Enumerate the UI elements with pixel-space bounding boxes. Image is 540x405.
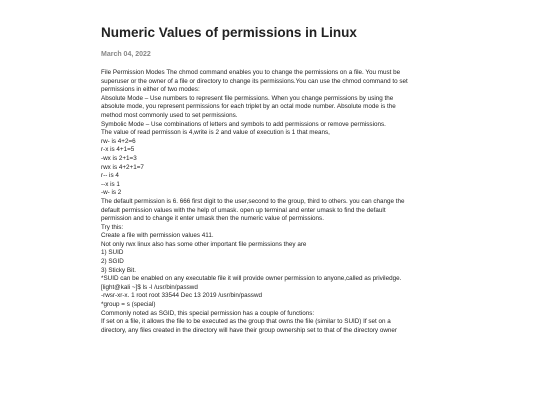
post-body-line: 2) SGID [101, 258, 124, 266]
post-body-line: 1) SUID [101, 249, 124, 257]
post-title: Numeric Values of permissions in Linux [101, 25, 357, 40]
post-body-line: permissions in either of two modes: [101, 86, 200, 94]
post-body-line: -rwsr-xr-x. 1 root root 33544 Dec 13 2019 /usr/bin/passwd [101, 292, 262, 300]
post-body-line: absolute mode, you represent permissions for each triplet by an octal mode number. Absolute mode is the [101, 103, 396, 111]
post-body-line: 3) Sticky Bit. [101, 266, 136, 274]
post-body [101, 69, 441, 335]
post-body-line: The default permission is 6. 666 first digit to the user,second to the group, third to others. you can change the [101, 197, 405, 205]
post-body-line: Absolute Mode – Use numbers to represent file permissions. When you change permissions by using the [101, 94, 394, 102]
post-body-line: The value of read permisson is 4,write is 2 and value of execution is 1 that means, [101, 129, 330, 137]
post-body-line: *SUID can be enabled on any executable file it will provide owner permission to anyone,called as priviledge. [101, 275, 402, 283]
post-body-line: Symbolic Mode – Use combinations of letters and symbols to add permissions or remove permissions. [101, 120, 386, 128]
post-body-line: directory, any files created in the directory will have their group ownership set to that of the directory owner [101, 326, 397, 334]
post-body-line: [light@kali ~]$ ls -l /usr/bin/passwd [101, 283, 198, 291]
post-date: March 04, 2022 [101, 51, 151, 58]
post-body-line: method most commonly used to set permissions. [101, 111, 238, 119]
post-body-line: If set on a file, it allows the file to be executed as the group that owns the file (similar to SUID) If set on a [101, 318, 391, 326]
post-body-line: -w- is 2 [101, 189, 122, 197]
post-body-line: default permission values with the help of umask. open up terminal and enter umask to find the default [101, 206, 386, 214]
post-body-line: Commonly noted as SGID, this special permission has a couple of functions: [101, 309, 315, 317]
post-body-line: rwx is 4+2+1=7 [101, 163, 144, 171]
post-body-line: permission and to change it enter umask then the numeric value of permissions. [101, 215, 324, 223]
post-body-line: superuser or the owner of a file or directory to change its permissions.You can use the chmod command to set [101, 77, 408, 85]
post-body-line: r-- is 4 [101, 172, 119, 180]
post-body-line: *group = s (special) [101, 301, 156, 309]
post-body-line: -wx is 2+1=3 [101, 154, 137, 162]
post-body-line: r-x is 4+1=5 [101, 146, 135, 154]
post-body-line: File Permission Modes The chmod command enables you to change the permissions on a file. You must be [101, 69, 401, 76]
post-body-line: Create a file with permission values 411. [101, 232, 214, 240]
post-body-line: rw- is 4+2=6 [101, 137, 136, 145]
post-body-line: --x is 1 [101, 180, 120, 188]
post-body-line: Try this: [101, 223, 124, 231]
post-body-line: Not only rwx linux also has some other important file permissions they are [101, 240, 307, 248]
